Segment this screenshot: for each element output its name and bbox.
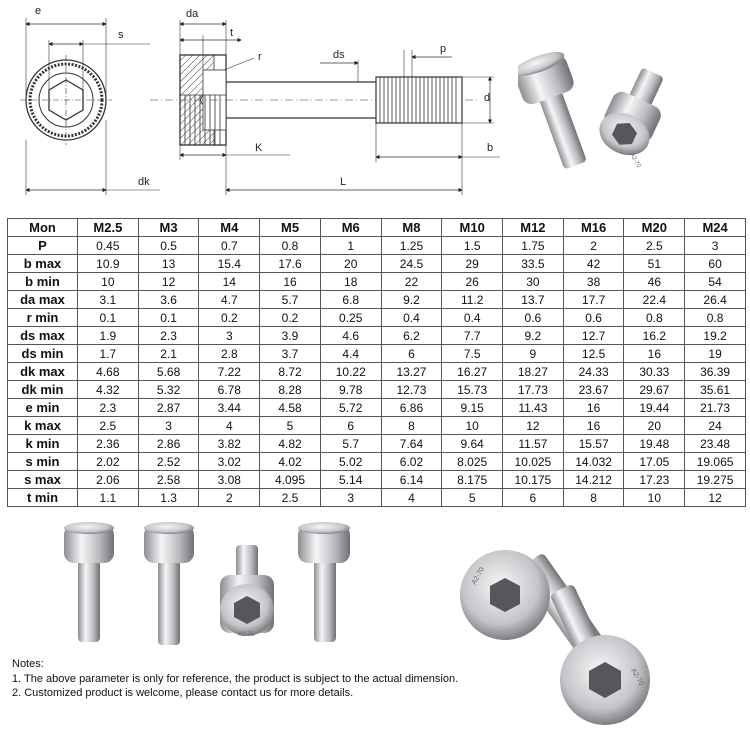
table-cell: 3.02 bbox=[199, 453, 260, 471]
table-cell: 16 bbox=[563, 417, 624, 435]
table-cell: 2 bbox=[563, 237, 624, 255]
head-marking-top: A2-70 bbox=[628, 152, 642, 169]
table-cell: 4.02 bbox=[260, 453, 321, 471]
table-cell: 8 bbox=[563, 489, 624, 507]
table-cell: 12.7 bbox=[563, 327, 624, 345]
table-cell: 29.67 bbox=[624, 381, 685, 399]
table-header: M8 bbox=[381, 219, 442, 237]
row-label: da max bbox=[8, 291, 78, 309]
table-row bbox=[8, 273, 746, 291]
table-cell: 2.58 bbox=[138, 471, 199, 489]
table-cell: 12.5 bbox=[563, 345, 624, 363]
row-label: ds min bbox=[8, 345, 78, 363]
row-label: s min bbox=[8, 453, 78, 471]
table-cell: 16 bbox=[624, 345, 685, 363]
table-header: M4 bbox=[199, 219, 260, 237]
table-header: M3 bbox=[138, 219, 199, 237]
table-cell: 0.6 bbox=[503, 309, 564, 327]
table-cell: 3.44 bbox=[199, 399, 260, 417]
table-cell: 2.87 bbox=[138, 399, 199, 417]
table-cell: 7.64 bbox=[381, 435, 442, 453]
table-cell: 23.48 bbox=[685, 435, 746, 453]
label-e: e bbox=[35, 5, 42, 17]
table-cell: 10.22 bbox=[320, 363, 381, 381]
table-row bbox=[8, 453, 746, 471]
table-row bbox=[8, 237, 746, 255]
table-cell: 20 bbox=[624, 417, 685, 435]
table-cell: 17.73 bbox=[503, 381, 564, 399]
table-row bbox=[8, 345, 746, 363]
table-cell: 7.22 bbox=[199, 363, 260, 381]
table-cell: 0.2 bbox=[199, 309, 260, 327]
table-cell: 2.86 bbox=[138, 435, 199, 453]
bolt-side-view bbox=[150, 20, 500, 195]
table-cell: 3 bbox=[199, 327, 260, 345]
table-cell: 33.5 bbox=[503, 255, 564, 273]
table-cell: 5.02 bbox=[320, 453, 381, 471]
row-label: s max bbox=[8, 471, 78, 489]
specification-table bbox=[7, 218, 746, 507]
table-cell: 16.27 bbox=[442, 363, 503, 381]
table-cell: 1.9 bbox=[78, 327, 139, 345]
table-cell: 9.2 bbox=[381, 291, 442, 309]
table-row bbox=[8, 471, 746, 489]
table-cell: 6.86 bbox=[381, 399, 442, 417]
table-cell: 15.4 bbox=[199, 255, 260, 273]
notes-title: Notes: bbox=[12, 658, 44, 670]
table-cell: 4 bbox=[199, 417, 260, 435]
row-label: b min bbox=[8, 273, 78, 291]
table-cell: 54 bbox=[685, 273, 746, 291]
table-cell: 24.5 bbox=[381, 255, 442, 273]
table-cell: 4 bbox=[381, 489, 442, 507]
table-cell: 2.5 bbox=[260, 489, 321, 507]
table-cell: 10.025 bbox=[503, 453, 564, 471]
table-cell: 6.02 bbox=[381, 453, 442, 471]
table-cell: 6 bbox=[381, 345, 442, 363]
table-cell: 7.7 bbox=[442, 327, 503, 345]
table-header: Mon bbox=[8, 219, 78, 237]
row-label: ds max bbox=[8, 327, 78, 345]
head-marking-bottom-left: A2-70 bbox=[238, 632, 255, 638]
table-cell: 3.1 bbox=[78, 291, 139, 309]
table-cell: 2.5 bbox=[78, 417, 139, 435]
table-cell: 2.06 bbox=[78, 471, 139, 489]
table-cell: 0.45 bbox=[78, 237, 139, 255]
table-cell: 6.8 bbox=[320, 291, 381, 309]
table-header-row bbox=[8, 219, 746, 237]
table-cell: 18.27 bbox=[503, 363, 564, 381]
table-cell: 30 bbox=[503, 273, 564, 291]
table-cell: 18 bbox=[320, 273, 381, 291]
table-cell: 4.68 bbox=[78, 363, 139, 381]
table-cell: 2.1 bbox=[138, 345, 199, 363]
table-header: M16 bbox=[563, 219, 624, 237]
row-label: t min bbox=[8, 489, 78, 507]
table-cell: 17.6 bbox=[260, 255, 321, 273]
bolts-photo-bottom-right bbox=[455, 520, 670, 735]
table-cell: 12 bbox=[503, 417, 564, 435]
row-label: r min bbox=[8, 309, 78, 327]
table-cell: 1 bbox=[320, 237, 381, 255]
table-cell: 0.5 bbox=[138, 237, 199, 255]
table-cell: 22 bbox=[381, 273, 442, 291]
table-cell: 2 bbox=[199, 489, 260, 507]
table-row bbox=[8, 255, 746, 273]
table-row bbox=[8, 363, 746, 381]
table-cell: 4.32 bbox=[78, 381, 139, 399]
table-cell: 30.33 bbox=[624, 363, 685, 381]
table-cell: 5.68 bbox=[138, 363, 199, 381]
notes-section bbox=[12, 657, 492, 701]
table-cell: 1.5 bbox=[442, 237, 503, 255]
table-cell: 5.14 bbox=[320, 471, 381, 489]
table-cell: 2.3 bbox=[138, 327, 199, 345]
table-cell: 3 bbox=[685, 237, 746, 255]
table-cell: 1.7 bbox=[78, 345, 139, 363]
bolts-photo-top bbox=[518, 48, 673, 178]
table-cell: 1.25 bbox=[381, 237, 442, 255]
table-row bbox=[8, 291, 746, 309]
table-cell: 2.5 bbox=[624, 237, 685, 255]
table-cell: 0.6 bbox=[563, 309, 624, 327]
table-cell: 5 bbox=[260, 417, 321, 435]
table-cell: 3.08 bbox=[199, 471, 260, 489]
table-cell: 23.67 bbox=[563, 381, 624, 399]
table-cell: 24.33 bbox=[563, 363, 624, 381]
table-cell: 16 bbox=[563, 399, 624, 417]
row-label: b max bbox=[8, 255, 78, 273]
table-header: M5 bbox=[260, 219, 321, 237]
table-cell: 5.32 bbox=[138, 381, 199, 399]
head-marking-bottom-right-b: A2-70 bbox=[629, 667, 645, 688]
table-cell: 19.065 bbox=[685, 453, 746, 471]
table-header: M24 bbox=[685, 219, 746, 237]
table-cell: 6.14 bbox=[381, 471, 442, 489]
table-cell: 12 bbox=[138, 273, 199, 291]
table-cell: 2.3 bbox=[78, 399, 139, 417]
table-cell: 26 bbox=[442, 273, 503, 291]
table-cell: 3 bbox=[320, 489, 381, 507]
table-cell: 8.28 bbox=[260, 381, 321, 399]
table-cell: 5 bbox=[442, 489, 503, 507]
table-cell: 13.27 bbox=[381, 363, 442, 381]
table-cell: 8.175 bbox=[442, 471, 503, 489]
note-item: 1. The above parameter is only for reference, the product is subject to the actual dimension. bbox=[12, 672, 459, 685]
table-cell: 5.72 bbox=[320, 399, 381, 417]
table-cell: 14.032 bbox=[563, 453, 624, 471]
table-cell: 12 bbox=[685, 489, 746, 507]
label-d: d bbox=[484, 92, 491, 104]
table-cell: 9.64 bbox=[442, 435, 503, 453]
table-cell: 20 bbox=[320, 255, 381, 273]
table-cell: 9.2 bbox=[503, 327, 564, 345]
label-dk: dk bbox=[138, 176, 150, 188]
table-cell: 4.7 bbox=[199, 291, 260, 309]
table-cell: 0.1 bbox=[138, 309, 199, 327]
label-ds: ds bbox=[333, 49, 345, 61]
table-cell: 2.36 bbox=[78, 435, 139, 453]
label-t: t bbox=[230, 27, 234, 39]
table-header: M2.5 bbox=[78, 219, 139, 237]
table-cell: 26.4 bbox=[685, 291, 746, 309]
table-cell: 0.8 bbox=[260, 237, 321, 255]
label-p: p bbox=[440, 43, 447, 55]
table-cell: 1.1 bbox=[78, 489, 139, 507]
table-cell: 4.58 bbox=[260, 399, 321, 417]
table-cell: 19.44 bbox=[624, 399, 685, 417]
table-cell: 14 bbox=[199, 273, 260, 291]
head-end-view bbox=[20, 18, 160, 195]
table-cell: 22.4 bbox=[624, 291, 685, 309]
label-b: b bbox=[487, 142, 494, 154]
table-cell: 6.78 bbox=[199, 381, 260, 399]
table-cell: 17.05 bbox=[624, 453, 685, 471]
table-cell: 1.75 bbox=[503, 237, 564, 255]
table-cell: 60 bbox=[685, 255, 746, 273]
label-r: r bbox=[258, 51, 262, 63]
table-cell: 24 bbox=[685, 417, 746, 435]
table-cell: 0.4 bbox=[381, 309, 442, 327]
table-cell: 0.8 bbox=[624, 309, 685, 327]
table-cell: 5.7 bbox=[320, 435, 381, 453]
table-cell: 10.9 bbox=[78, 255, 139, 273]
table-cell: 7.5 bbox=[442, 345, 503, 363]
table-cell: 10 bbox=[624, 489, 685, 507]
table-cell: 2.8 bbox=[199, 345, 260, 363]
table-cell: 13 bbox=[138, 255, 199, 273]
table-cell: 21.73 bbox=[685, 399, 746, 417]
table-row bbox=[8, 327, 746, 345]
table-cell: 3.82 bbox=[199, 435, 260, 453]
table-cell: 5.7 bbox=[260, 291, 321, 309]
table-row bbox=[8, 399, 746, 417]
table-cell: 10.175 bbox=[503, 471, 564, 489]
table-row bbox=[8, 381, 746, 399]
bolts-photo-bottom-left bbox=[52, 520, 372, 650]
table-header: M6 bbox=[320, 219, 381, 237]
label-k: K bbox=[255, 142, 263, 154]
table-cell: 19.275 bbox=[685, 471, 746, 489]
table-cell: 3 bbox=[138, 417, 199, 435]
table-cell: 16.2 bbox=[624, 327, 685, 345]
table-row bbox=[8, 489, 746, 507]
table-cell: 51 bbox=[624, 255, 685, 273]
table-cell: 14.212 bbox=[563, 471, 624, 489]
table-cell: 0.8 bbox=[685, 309, 746, 327]
table-cell: 8.72 bbox=[260, 363, 321, 381]
table-cell: 1.3 bbox=[138, 489, 199, 507]
table-cell: 4.095 bbox=[260, 471, 321, 489]
table-row bbox=[8, 309, 746, 327]
row-label: dk min bbox=[8, 381, 78, 399]
row-label: P bbox=[8, 237, 78, 255]
head-marking-bottom-right-a: A2-70 bbox=[470, 566, 487, 586]
table-cell: 35.61 bbox=[685, 381, 746, 399]
table-cell: 4.4 bbox=[320, 345, 381, 363]
table-cell: 19.2 bbox=[685, 327, 746, 345]
table-cell: 36.39 bbox=[685, 363, 746, 381]
table-cell: 0.1 bbox=[78, 309, 139, 327]
table-cell: 2.52 bbox=[138, 453, 199, 471]
table-cell: 15.57 bbox=[563, 435, 624, 453]
table-cell: 42 bbox=[563, 255, 624, 273]
label-s: s bbox=[118, 29, 124, 41]
table-cell: 0.25 bbox=[320, 309, 381, 327]
table-cell: 15.73 bbox=[442, 381, 503, 399]
bolt-dimension-diagram bbox=[0, 0, 520, 205]
table-cell: 13.7 bbox=[503, 291, 564, 309]
table-cell: 3.7 bbox=[260, 345, 321, 363]
table-cell: 6 bbox=[320, 417, 381, 435]
table-cell: 6.2 bbox=[381, 327, 442, 345]
row-label: e min bbox=[8, 399, 78, 417]
table-cell: 38 bbox=[563, 273, 624, 291]
row-label: k min bbox=[8, 435, 78, 453]
table-cell: 9 bbox=[503, 345, 564, 363]
table-cell: 9.78 bbox=[320, 381, 381, 399]
table-row bbox=[8, 435, 746, 453]
table-cell: 17.7 bbox=[563, 291, 624, 309]
table-cell: 29 bbox=[442, 255, 503, 273]
row-label: k max bbox=[8, 417, 78, 435]
label-l: L bbox=[340, 176, 347, 188]
table-cell: 10 bbox=[442, 417, 503, 435]
table-cell: 19.48 bbox=[624, 435, 685, 453]
table-cell: 8.025 bbox=[442, 453, 503, 471]
table-cell: 4.6 bbox=[320, 327, 381, 345]
row-label: dk max bbox=[8, 363, 78, 381]
table-cell: 0.7 bbox=[199, 237, 260, 255]
table-header: M12 bbox=[503, 219, 564, 237]
table-cell: 11.43 bbox=[503, 399, 564, 417]
table-cell: 8 bbox=[381, 417, 442, 435]
table-cell: 6 bbox=[503, 489, 564, 507]
table-cell: 0.4 bbox=[442, 309, 503, 327]
table-cell: 4.82 bbox=[260, 435, 321, 453]
table-cell: 11.2 bbox=[442, 291, 503, 309]
table-cell: 11.57 bbox=[503, 435, 564, 453]
table-cell: 2.02 bbox=[78, 453, 139, 471]
note-item: 2. Customized product is welcome, please contact us for more details. bbox=[12, 687, 354, 699]
table-cell: 3.6 bbox=[138, 291, 199, 309]
table-row bbox=[8, 417, 746, 435]
table-cell: 16 bbox=[260, 273, 321, 291]
table-cell: 12.73 bbox=[381, 381, 442, 399]
table-cell: 3.9 bbox=[260, 327, 321, 345]
table-cell: 9.15 bbox=[442, 399, 503, 417]
table-header: M20 bbox=[624, 219, 685, 237]
table-cell: 10 bbox=[78, 273, 139, 291]
table-cell: 46 bbox=[624, 273, 685, 291]
table-cell: 0.2 bbox=[260, 309, 321, 327]
label-da: da bbox=[186, 8, 199, 20]
table-header: M10 bbox=[442, 219, 503, 237]
table-cell: 19 bbox=[685, 345, 746, 363]
table-cell: 17.23 bbox=[624, 471, 685, 489]
